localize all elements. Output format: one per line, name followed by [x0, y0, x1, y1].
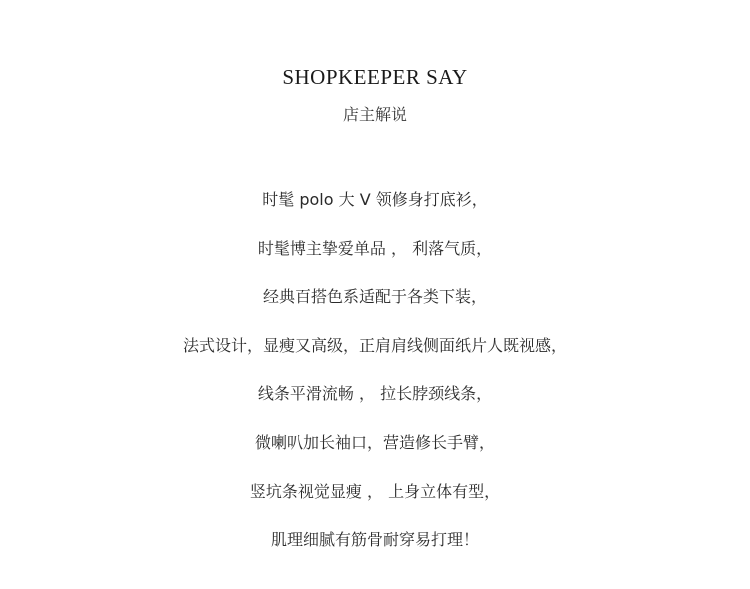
description-line: 肌理细腻有筋骨耐穿易打理！	[270, 530, 479, 550]
description-line: 时髦 polo 大 V 领修身打底衫，	[262, 190, 488, 209]
description-line: 经典百搭色系适配于各类下装，	[262, 287, 487, 307]
section-title: SHOPKEEPER SAY	[282, 65, 468, 89]
description-lines	[0, 188, 750, 577]
description-line: 法式设计，显瘦又高级，正肩肩线侧面纸片人既视感，	[182, 335, 567, 355]
description-line: 线条平滑流畅 ， 拉长脖颈线条，	[257, 384, 493, 404]
description-line: 时髦博主挚爱单品 ， 利落气质，	[257, 238, 493, 258]
description-line: 微喇叭加长袖口，营造修长手臂，	[254, 432, 495, 452]
description-line: 竖坑条视觉显瘦 ， 上身立体有型，	[249, 481, 501, 501]
section-subtitle: 店主解说	[342, 105, 407, 124]
